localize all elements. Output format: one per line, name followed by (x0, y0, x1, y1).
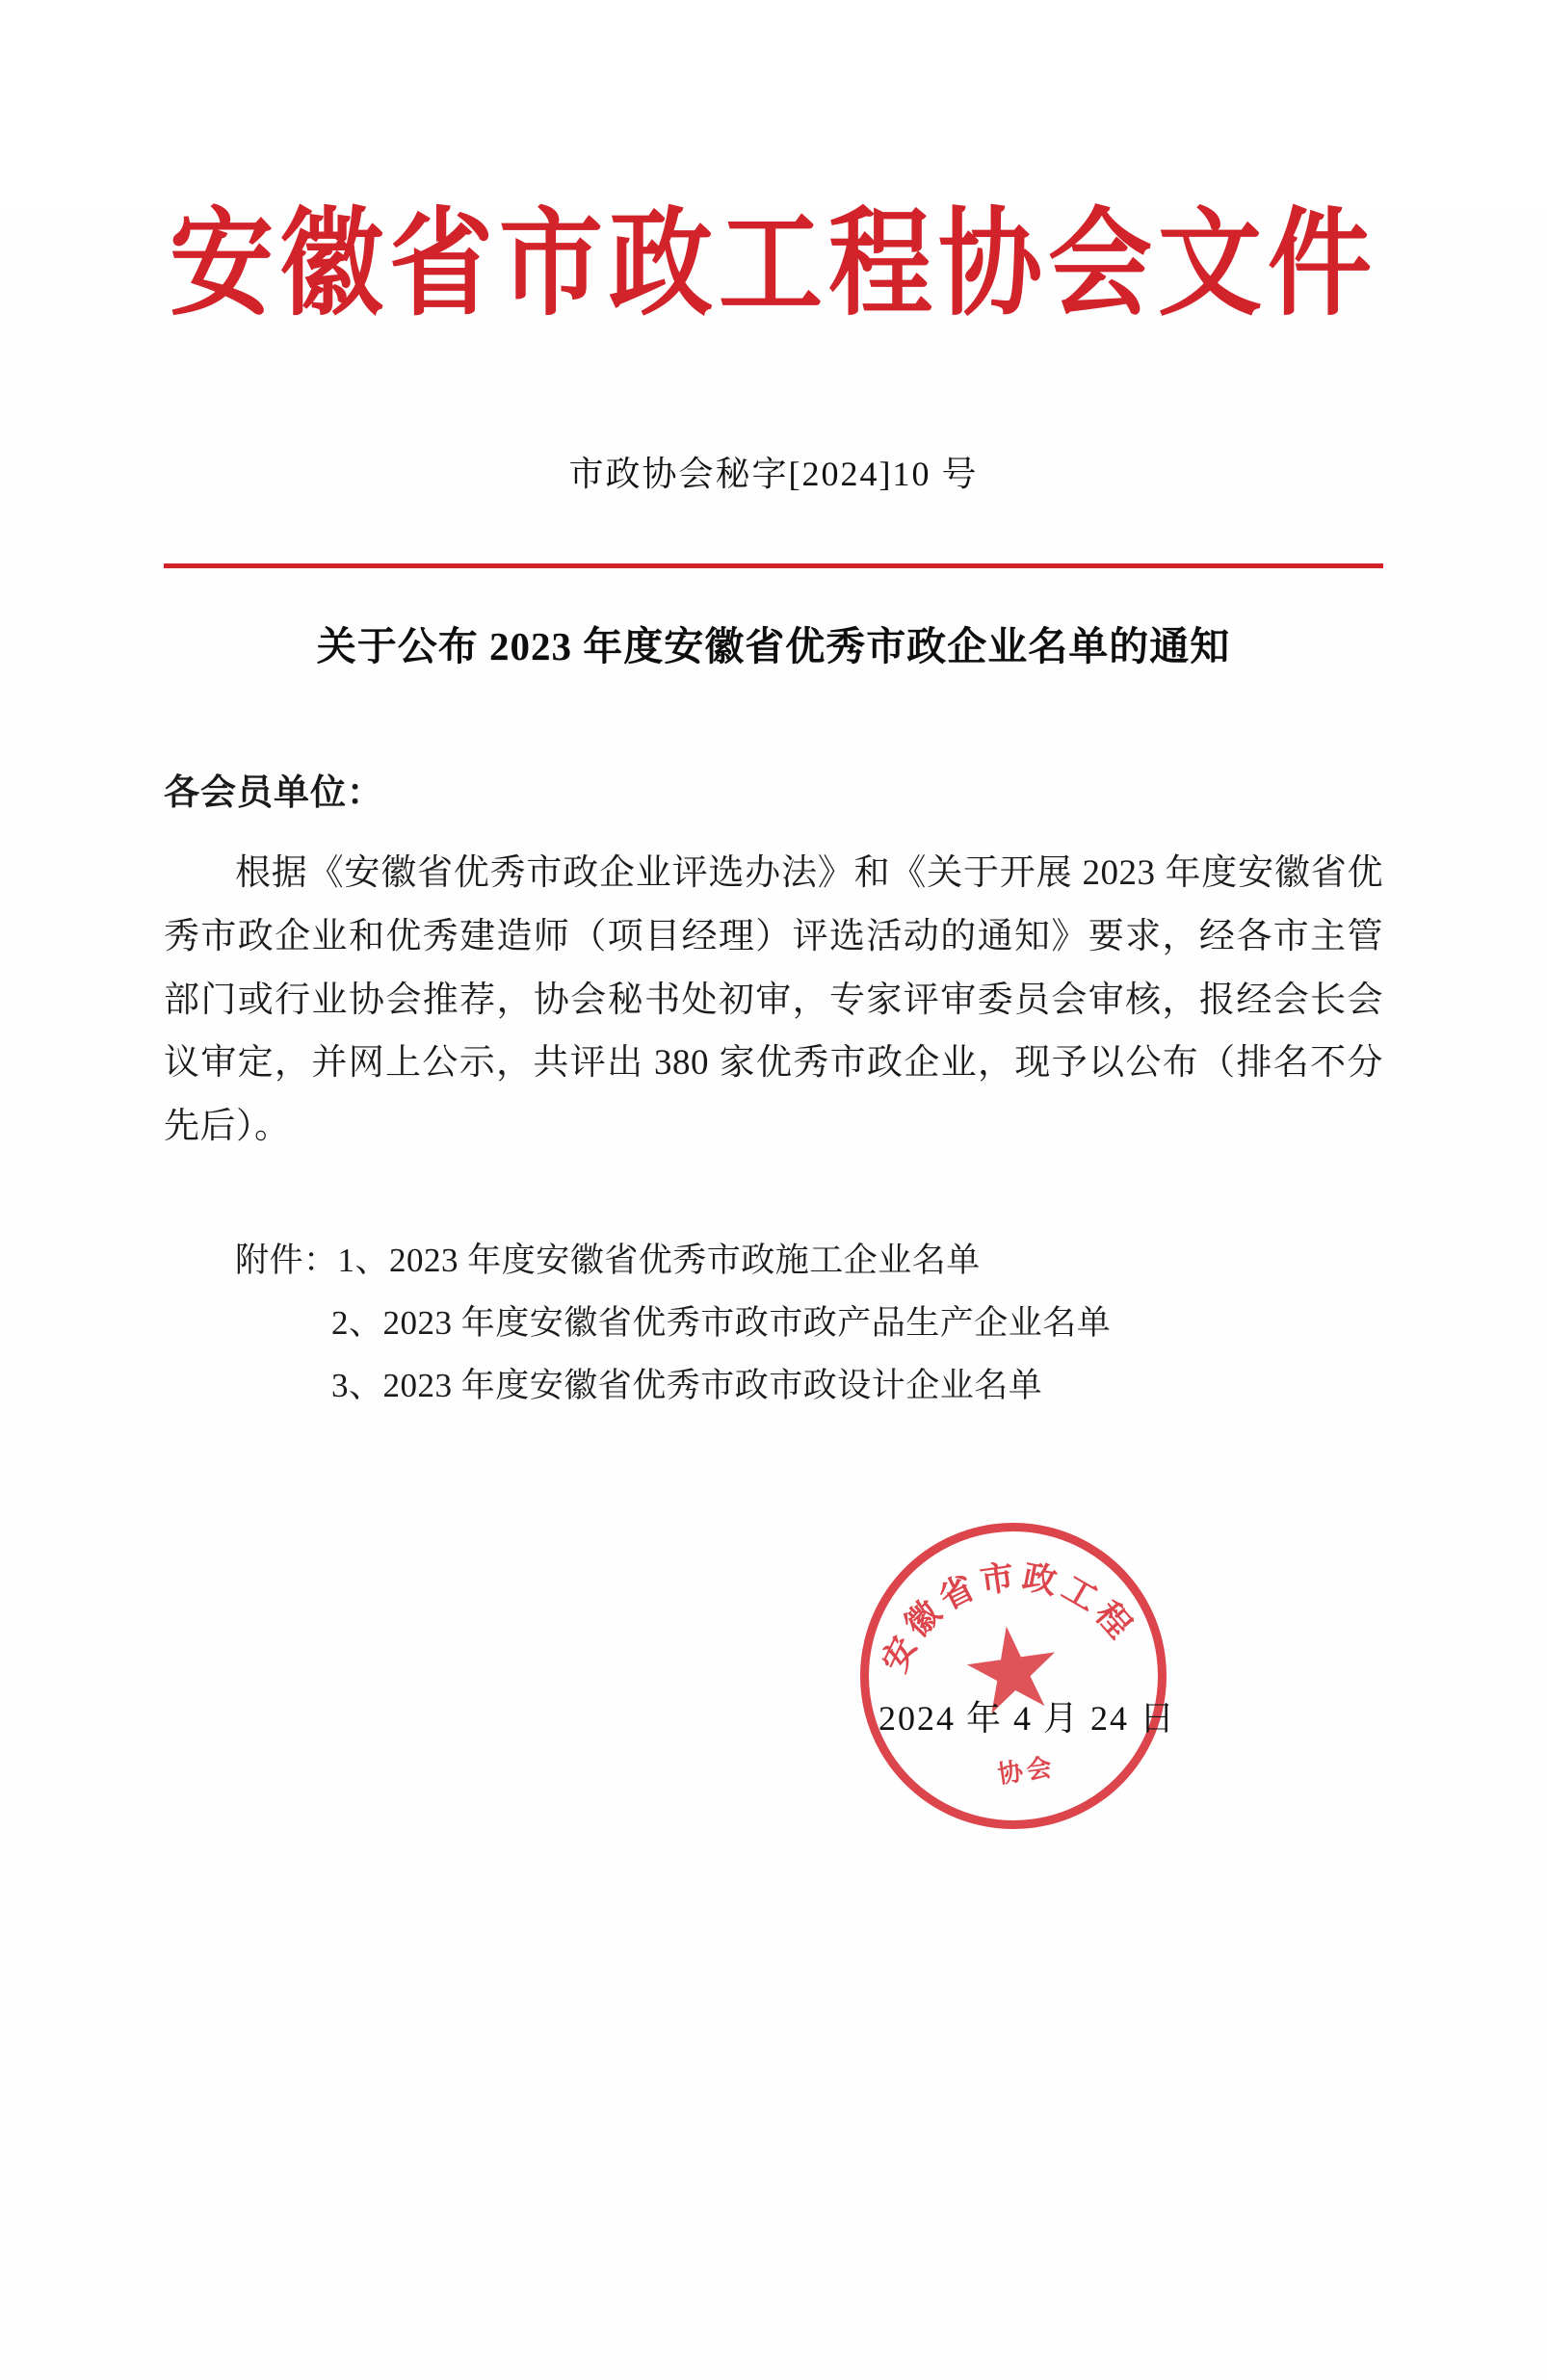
seal-inner (851, 1513, 1177, 1840)
body-paragraph: 根据《安徽省优秀市政企业评选办法》和《关于开展 2023 年度安徽省优秀市政企业和优秀建造师（项目经理）评选活动的通知》要求，经各市主管部门或行业协会推荐，协会秘书处初审，专家评审委员会审核，报经会长会议审定，并网上公示，共评出 380 家优秀市政企业，现予以公布（排名不分先后）。 (164, 852, 1383, 1147)
seal-arc-label: 安徽省市政工程 (875, 1556, 1143, 1679)
attachment-item: 3、2023 年度安徽省优秀市政市政设计企业名单 (331, 1366, 1043, 1404)
attachment-item: 2、2023 年度安徽省优秀市政市政产品生产企业名单 (331, 1303, 1112, 1342)
attachment-list (164, 1230, 1383, 1417)
seal-bottom-label: 协会 (996, 1753, 1058, 1791)
document-page (0, 196, 1547, 2380)
attachment-item: 附件：1、2023 年度安徽省优秀市政施工企业名单 (235, 1242, 981, 1280)
signature-block (164, 1523, 1383, 1812)
official-seal-stamp (840, 1504, 1186, 1849)
red-divider-rule (164, 563, 1383, 568)
document-number: 市政协会秘字[2024]10 号 (568, 454, 979, 493)
document-masthead: 安徽省市政工程协会文件 (169, 196, 1377, 332)
document-title: 关于公布 2023 年度安徽省优秀市政企业名单的通知 (316, 623, 1231, 668)
salutation: 各会员单位： (164, 772, 383, 813)
document-date: 2024 年 4 月 24 日 (878, 1699, 1176, 1739)
